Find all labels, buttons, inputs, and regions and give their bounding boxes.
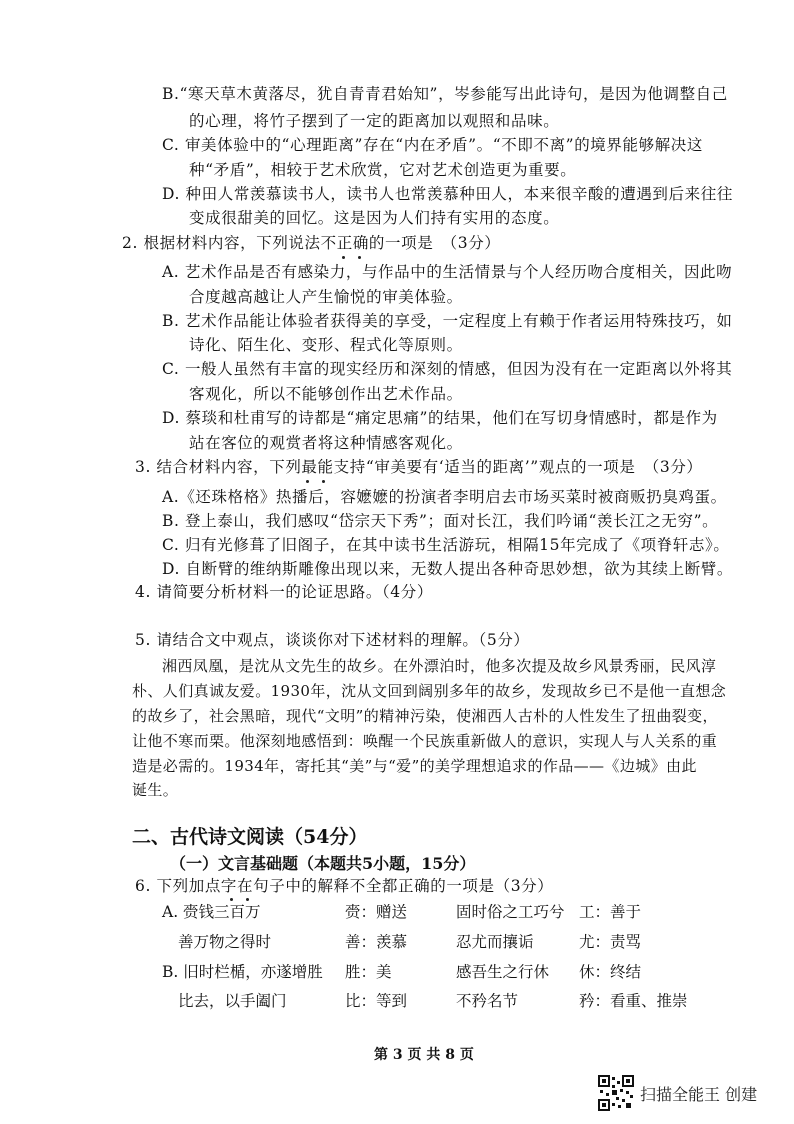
emphasis-dot bbox=[306, 480, 309, 483]
q2-option-a-line1: A. 艺术作品是否有感染力，与作品中的生活情景与个人经历吻合度相关，因此吻 bbox=[162, 263, 733, 281]
q6-row4-sentence1: 比去，以手阖门 bbox=[178, 992, 287, 1010]
q6-row2-sentence2: 忍尤而攘诟 bbox=[456, 933, 534, 951]
q6-row2-gloss2: 尤：责骂 bbox=[579, 933, 642, 951]
q1-option-c-line1: C. 审美体验中的“心理距离”存在“内在矛盾”。“不即不离”的境界能够解决这 bbox=[162, 136, 704, 154]
emphasis-dot bbox=[342, 256, 345, 259]
q6-row1-sentence1: A. 赍钱三百万 bbox=[162, 903, 261, 921]
emphasis-dot bbox=[322, 480, 325, 483]
q6-row2-sentence1: 善万物之得时 bbox=[178, 933, 272, 951]
q2-option-c-line2: 客观化，所以不能够创作出艺术作品。 bbox=[189, 385, 463, 403]
emphasis-dot bbox=[246, 898, 249, 901]
q2-option-b-line1: B. 艺术作品能让体验者获得美的享受，一定程度上有赖于作者运用特殊技巧，如 bbox=[162, 312, 733, 330]
q1-option-b-line2: 的心理，将竹子摆到了一定的距离加以观照和品味。 bbox=[189, 112, 560, 130]
q6-stem: 6. 下列加点字在句子中的解释不全都正确的一项是（3分） bbox=[135, 877, 554, 895]
qr-code-icon bbox=[598, 1075, 634, 1111]
q6-row4-gloss2: 矜：看重、推崇 bbox=[579, 992, 688, 1010]
q2-option-d-line2: 站在客位的观赏者将这种情感客观化。 bbox=[189, 434, 463, 452]
emphasis-dot bbox=[358, 256, 361, 259]
q5-material-line6: 诞生。 bbox=[132, 781, 179, 799]
section-title: 二、古代诗文阅读（54分） bbox=[132, 826, 368, 848]
q3-option-a: A.《还珠格格》热播后，容嬷嬷的扮演者李明启去市场买菜时被商贩扔臭鸡蛋。 bbox=[162, 488, 727, 506]
q3-option-c: C. 归有光修葺了旧阁子，在其中读书生活游玩，相隔15年完成了《项脊轩志》。 bbox=[162, 536, 730, 554]
q1-option-d-line1: D. 种田人常羡慕读书人，读书人也常羡慕种田人，本来很辛酸的遭遇到后来往往 bbox=[162, 185, 733, 203]
q2-option-c-line1: C. 一般人虽然有丰富的现实经历和深刻的情感，但因为没有在一定距离以外将其 bbox=[162, 360, 733, 378]
q6-row3-sentence1: B. 旧时栏楯，亦遂增胜 bbox=[162, 963, 323, 981]
watermark-text: 扫描全能王 创建 bbox=[640, 1085, 758, 1104]
q2-option-d-line1: D. 蔡琰和杜甫写的诗都是“痛定思痛”的结果，他们在写切身情感时，都是作为 bbox=[162, 409, 718, 427]
page-number: 第 3 页 共 8 页 bbox=[374, 1047, 474, 1063]
q6-row4-gloss1: 比：等到 bbox=[345, 992, 408, 1010]
q4-stem: 4. 请简要分析材料一的论证思路。（4分） bbox=[135, 583, 433, 601]
q6-row3-gloss1: 胜：美 bbox=[345, 963, 392, 981]
q1-option-c-line2: 种“矛盾”，相较于艺术欣赏，它对艺术创造更为重要。 bbox=[189, 161, 577, 179]
q1-option-d-line2: 变成很甜美的回忆。这是因为人们持有实用的态度。 bbox=[189, 209, 560, 227]
section-subtitle: （一）文言基础题（本题共5小题，15分） bbox=[170, 854, 476, 873]
q3-option-d: D. 自断臂的维纳斯雕像出现以来，无数人提出各种奇思妙想，欲为其续上断臂。 bbox=[162, 560, 733, 578]
q6-row1-sentence2: 固时俗之工巧兮 bbox=[456, 903, 565, 921]
q5-material-line2: 朴、人们真诚友爱。1930年，沈从文回到阔别多年的故乡，发现故乡已不是他一直想念 bbox=[132, 682, 727, 700]
q1-option-b-line1: B.“寒天草木黄落尽，犹自青青君始知”，岑参能写出此诗句，是因为他调整自己 bbox=[162, 85, 728, 103]
q6-row2-gloss1: 善：羡慕 bbox=[345, 933, 408, 951]
q2-option-b-line2: 诗化、陌生化、变形、程式化等原则。 bbox=[189, 336, 463, 354]
q5-material-line1: 湘西凤凰，是沈从文先生的故乡。在外漂泊时，他多次提及故乡风景秀丽，民风淳 bbox=[162, 657, 717, 675]
q6-row3-sentence2: 感吾生之行休 bbox=[456, 963, 550, 981]
emphasis-dot bbox=[230, 898, 233, 901]
q6-row3-gloss2: 休：终结 bbox=[579, 963, 642, 981]
q3-option-b: B. 登上泰山，我们感叹“岱宗天下秀”；面对长江，我们吟诵“羡长江之无穷”。 bbox=[162, 512, 719, 530]
q2-option-a-line2: 合度越高越让人产生愉悦的审美体验。 bbox=[189, 288, 463, 306]
q5-material-line5: 造是必需的。1934年，寄托其“美”与“爱”的美学理想追求的作品——《边城》由此 bbox=[132, 757, 697, 775]
q2-stem: 2. 根据材料内容，下列说法不正确的一项是 （3分） bbox=[122, 234, 501, 252]
q6-row4-sentence2: 不矜名节 bbox=[456, 992, 519, 1010]
q3-stem: 3. 结合材料内容，下列最能支持“审美要有‘适当的距离’”观点的一项是 （3分） bbox=[135, 458, 703, 476]
q6-row1-gloss1: 赍：赠送 bbox=[345, 903, 408, 921]
q6-row1-gloss2: 工：善于 bbox=[579, 903, 642, 921]
q5-stem: 5. 请结合文中观点，谈谈你对下述材料的理解。（5分） bbox=[135, 631, 530, 649]
q5-material-line3: 的故乡了，社会黑暗，现代“文明”的精神污染，使湘西人古朴的人性发生了扭曲裂变， bbox=[132, 707, 718, 725]
q5-material-line4: 让他不寒而栗。他深刻地感悟到：唤醒一个民族重新做人的意识，实现人与人关系的重 bbox=[132, 732, 718, 750]
